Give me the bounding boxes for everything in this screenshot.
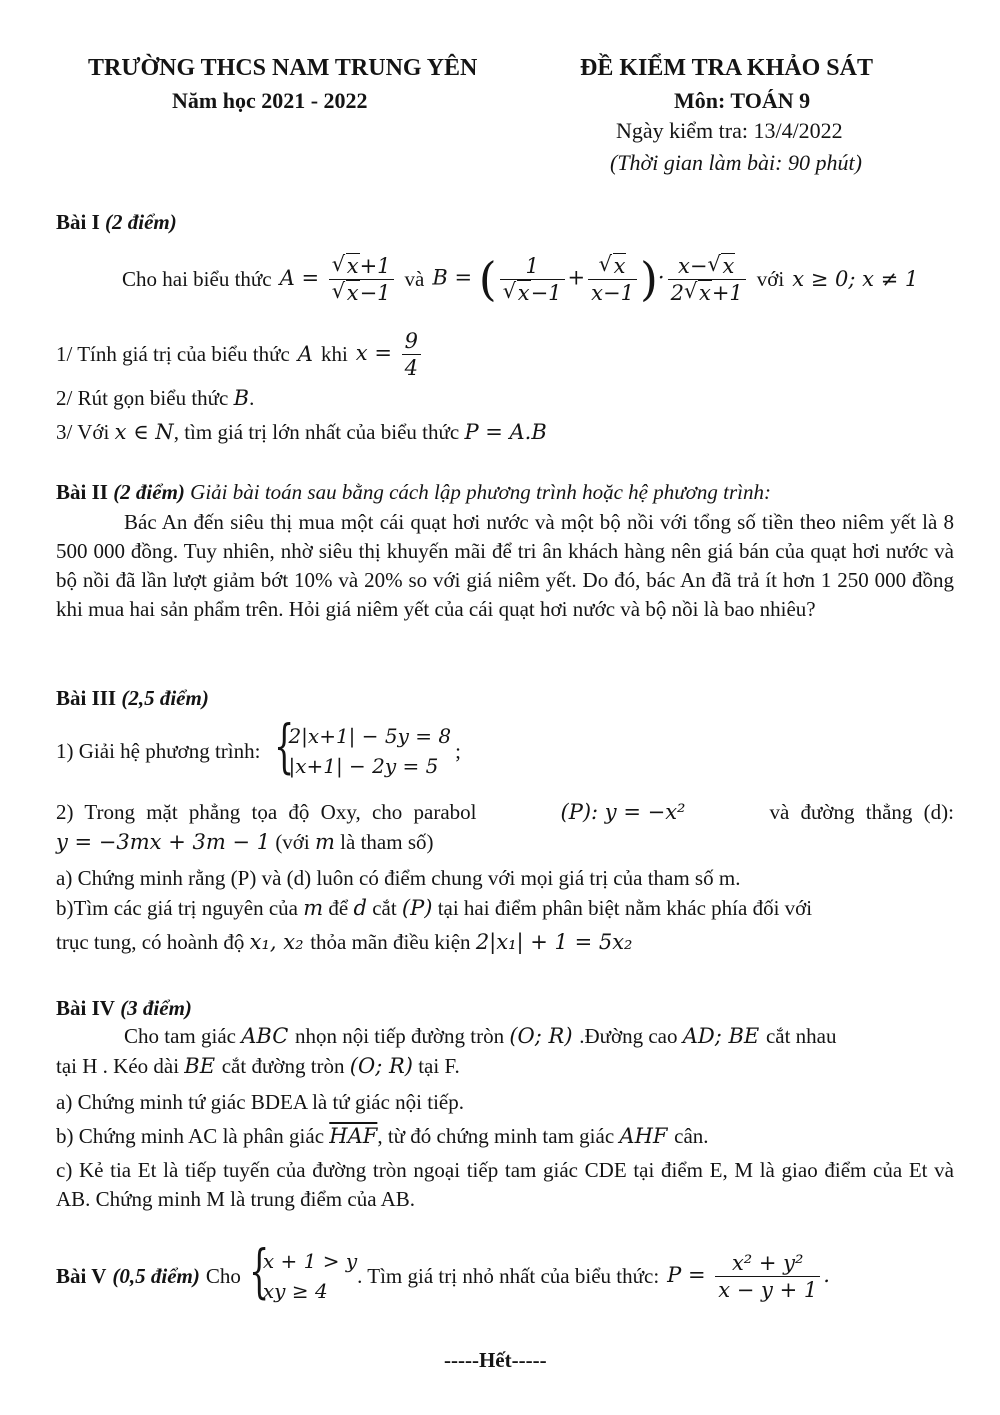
bai4-qb-text1: b) Chứng minh AC là phân giác	[56, 1124, 325, 1148]
bai3-eq2: |x+1| − 2y = 5	[288, 754, 439, 778]
bai3-eq1: 2|x+1| − 5y = 8	[288, 724, 452, 748]
bai1-heading	[56, 210, 177, 235]
bai3-heading	[56, 686, 209, 711]
bai3-q1: 1) Giải hệ phương trình: { 2|x+1| − 5y = 8 |x+1| − 2y = 5 ;	[56, 712, 461, 780]
bai5	[56, 1238, 830, 1314]
bai3-q2-text-c: (với	[275, 830, 310, 854]
school-name: TRƯỜNG THCS NAM TRUNG YÊN	[88, 55, 478, 81]
bai5-c1: x + 1 > y	[262, 1249, 358, 1273]
bai5-c2: xy ≥ 4	[262, 1279, 328, 1303]
bai1-q3: 3/ Với x ∈ N, tìm giá trị lớn nhất của biểu thức P = A.B	[56, 420, 547, 444]
bai3-q2-text-d: là tham số)	[340, 830, 434, 854]
bai2-points: (2 điểm)	[113, 480, 185, 504]
bai3-q2-text-b: và đường thẳng (d):	[769, 800, 954, 824]
bai3-q1-text: 1) Giải hệ phương trình:	[56, 738, 261, 763]
bai4-text2: nhọn nội tiếp đường tròn	[294, 1024, 505, 1048]
bai4-text5: tại H . Kéo dài	[56, 1054, 180, 1078]
bai3-qb-text5: trục tung, có hoành độ	[56, 930, 245, 954]
bai5-system: { x + 1 > y xy ≥ 4	[248, 1237, 358, 1305]
expr-a: A = √ x+1 √ x−1	[280, 253, 397, 306]
bai2-instruction: Giải bài toán sau bằng cách lập phương trình hoặc hệ phương trình:	[190, 480, 771, 504]
bai1-q1: 1/ Tính giá trị của biểu thức A khi x = $\frac{9}{4}$	[56, 326, 424, 382]
bai2-heading	[56, 480, 771, 505]
bai3-q2-text-a: 2) Trong mặt phẳng tọa độ Oxy, cho parabol	[56, 800, 477, 824]
bai2-problem-text: Bác An đến siêu thị mua một cái quạt hơi nước và một bộ nồi với tổng số tiền theo niêm yết là 8 500 000 đồng. Tuy nhiên, nhờ siêu thị khuyến mãi để tri ân khách hàng nên giá bán của quạt hơi nước và bộ nồi đã lần lượt giảm bớt 10% và 20% so với giá niêm yết. Do đó, bác An đã trả ít hơn 1 250 000 đồng khi mua hai sản phẩm trên. Hỏi giá niêm yết của cái quạt hơi nước và bộ nồi là bao nhiêu?	[56, 510, 954, 621]
bai1-q2: 2/ Rút gọn biểu thức B.	[56, 386, 255, 410]
bai4-line1: Cho tam giác ABC nhọn nội tiếp đường tròn (O; R) .Đường cao AD; BE cắt nhau	[124, 1024, 837, 1048]
bai4-qc: c) Kẻ tia Et là tiếp tuyến của đường tròn ngoại tiếp tam giác CDE tại điểm E, M là giao điểm của Et và AB. Chứng minh M là trung điểm của AB.	[56, 1158, 954, 1211]
bai3-qb-text4: tại hai điểm phân biệt nằm khác phía đối với	[437, 896, 813, 920]
bai4-points: (3 điểm)	[120, 996, 192, 1020]
bai4-text4: cắt nhau	[765, 1024, 837, 1048]
bai3-qb-condition: 2|x₁| + 1 = 5x₂	[475, 930, 633, 954]
bai4-text1: Cho tam giác	[124, 1024, 236, 1048]
bai3-parabol: (P): y = −x²	[560, 800, 686, 824]
bai1-q1-text: 1/ Tính giá trị của biểu thức	[56, 341, 290, 366]
bai4-text6: cắt đường tròn	[221, 1054, 345, 1078]
bai1-with: với	[756, 266, 785, 291]
bai3-qb-line1: b)Tìm các giá trị nguyên của m để d cắt (P) tại hai điểm phân biệt nằm khác phía đối với	[56, 896, 813, 920]
bai1-intro: Cho hai biểu thức	[122, 266, 272, 291]
bai1-q3-text-b: , tìm giá trị lớn nhất của biểu thức	[173, 420, 460, 444]
bai5-intro: Cho	[205, 1263, 241, 1288]
bai3-qb-text6: thỏa mãn điều kiện	[310, 930, 471, 954]
bai5-title: Bài V	[56, 1263, 107, 1288]
bai4-text3: .Đường cao	[579, 1024, 678, 1048]
bai3-q2-line2: y = −3mx + 3m − 1 (với m là tham số)	[56, 830, 434, 854]
bai1-points: (2 điểm)	[105, 210, 177, 234]
expr-b: B = ( 1 √ x−1 + √ $\frac{x}{x-1}$ )· $\frac{x-√ x}{2√ x+1}$	[432, 252, 748, 306]
bai1-and: và	[404, 266, 425, 291]
bai1-expressions	[122, 244, 918, 314]
exam-duration: (Thời gian làm bài: 90 phút)	[610, 150, 862, 175]
bai4-line2: tại H . Kéo dài BE cắt đường tròn (O; R) tại F.	[56, 1054, 460, 1078]
bai1-condition: x ≥ 0; x ≠ 1	[792, 267, 919, 291]
end-marker: -----Hết-----	[444, 1348, 547, 1372]
bai4-qb-text2: , từ đó chứng minh tam giác	[377, 1124, 615, 1148]
exam-subject: Môn: TOÁN 9	[674, 88, 811, 113]
bai3-line-eq: y = −3mx + 3m − 1	[56, 830, 271, 854]
bai1-q2-text: 2/ Rút gọn biểu thức	[56, 386, 229, 410]
bai3-qa: a) Chứng minh rằng (P) và (d) luôn có điểm chung với mọi giá trị của tham số m.	[56, 866, 741, 890]
bai3-qb-text3: cắt	[372, 896, 397, 920]
bai1-q1-when: khi	[320, 341, 348, 366]
bai1-q3-text: 3/ Với	[56, 420, 110, 444]
bai4-heading	[56, 996, 192, 1021]
bai4-qa: a) Chứng minh tứ giác BDEA là tứ giác nội tiếp.	[56, 1090, 464, 1114]
bai1-title: Bài I	[56, 210, 100, 234]
bai4-qb: b) Chứng minh AC là phân giác HAF, từ đó chứng minh tam giác AHF cân.	[56, 1124, 709, 1148]
bai3-points: (2,5 điểm)	[121, 686, 209, 710]
bai3-qb-line2: trục tung, có hoành độ x₁, x₂ thỏa mãn điều kiện 2|x₁| + 1 = 5x₂	[56, 930, 633, 954]
bai4-qb-text3: cân.	[674, 1124, 709, 1148]
bai5-points: (0,5 điểm)	[112, 1263, 200, 1288]
bai4-text7: tại F.	[418, 1054, 460, 1078]
exam-date: Ngày kiểm tra: 13/4/2022	[616, 118, 843, 143]
bai3-q2-line1	[56, 800, 954, 825]
bai2-title: Bài II	[56, 480, 108, 504]
school-year: Năm học 2021 - 2022	[172, 88, 368, 113]
bai4-title: Bài IV	[56, 996, 115, 1020]
bai3-system: { 2|x+1| − 5y = 8 |x+1| − 2y = 5	[274, 712, 452, 780]
bai3-qb-text1: b)Tìm các giá trị nguyên của	[56, 896, 298, 920]
bai3-title: Bài III	[56, 686, 117, 710]
exam-title: ĐỀ KIỂM TRA KHẢO SÁT	[580, 55, 873, 81]
bai3-qb-text2: để	[328, 896, 349, 920]
bai5-expression: P = $\frac{\text{x² + y²}}{x - y + 1}$ .	[667, 1250, 830, 1302]
bai5-text: . Tìm giá trị nhỏ nhất của biểu thức:	[357, 1263, 660, 1288]
